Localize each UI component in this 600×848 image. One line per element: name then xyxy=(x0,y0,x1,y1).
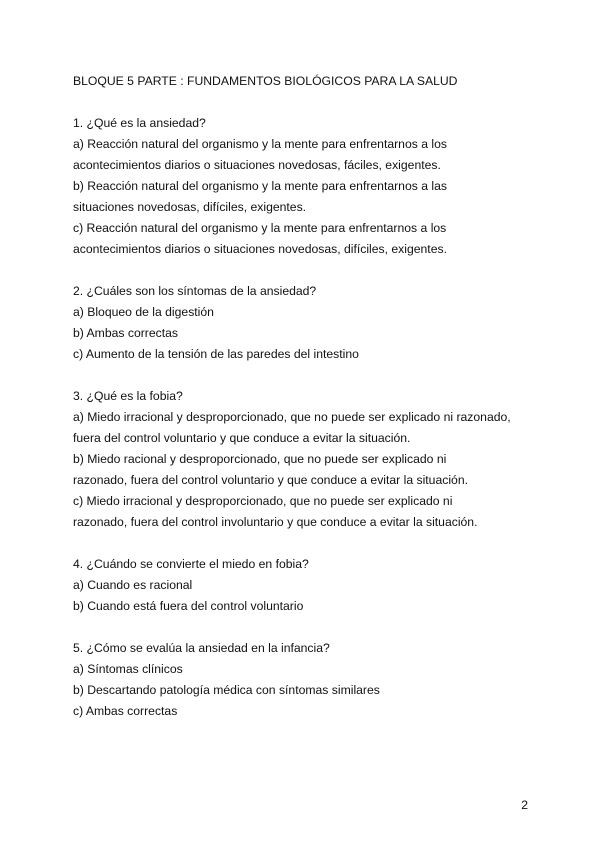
page-number: 2 xyxy=(521,798,528,812)
question-1-option-c-continued: acontecimientos diarios o situaciones novedosas, difíciles, exigentes. xyxy=(73,242,447,256)
question-1-option-b-continued: situaciones novedosas, difíciles, exigentes. xyxy=(73,200,307,214)
question-3-option-b-continued: razonado, fuera del control voluntario y que conduce a evitar la situación. xyxy=(73,473,468,487)
question-3-prompt: 3. ¿Qué es la fobia? xyxy=(73,389,183,403)
question-3 xyxy=(73,386,533,533)
question-3-option-c-continued: razonado, fuera del control involuntario y que conduce a evitar la situación. xyxy=(73,515,478,529)
question-1-option-a: a) Reacción natural del organismo y la mente para enfrentarnos a los xyxy=(73,137,447,151)
question-1-option-c: c) Reacción natural del organismo y la mente para enfrentarnos a los xyxy=(73,221,447,235)
question-3-option-b: b) Miedo racional y desproporcionado, que no puede ser explicado ni xyxy=(73,452,447,466)
question-1 xyxy=(73,113,533,260)
question-3-option-c: c) Miedo irracional y desproporcionado, que no puede ser explicado ni xyxy=(73,494,453,508)
question-5-option-b: b) Descartando patología médica con síntomas similares xyxy=(73,683,380,697)
question-2 xyxy=(73,281,533,365)
question-5-prompt: 5. ¿Cómo se evalúa la ansiedad en la infancia? xyxy=(73,641,330,655)
question-2-prompt: 2. ¿Cuáles son los síntomas de la ansiedad? xyxy=(73,284,317,298)
question-5-option-a: a) Síntomas clínicos xyxy=(73,662,183,676)
question-2-option-c: c) Aumento de la tensión de las paredes del intestino xyxy=(73,347,359,361)
question-4-prompt: 4. ¿Cuándo se convierte el miedo en fobia? xyxy=(73,557,309,571)
question-3-option-a-continued: fuera del control voluntario y que conduce a evitar la situación. xyxy=(73,431,411,445)
question-1-option-b: b) Reacción natural del organismo y la mente para enfrentarnos a las xyxy=(73,179,447,193)
question-2-option-b: b) Ambas correctas xyxy=(73,326,178,340)
question-4 xyxy=(73,554,533,617)
question-4-option-a: a) Cuando es racional xyxy=(73,578,193,592)
question-1-prompt: 1. ¿Qué es la ansiedad? xyxy=(73,116,206,130)
document-title: BLOQUE 5 PARTE : FUNDAMENTOS BIOLÓGICOS PARA LA SALUD xyxy=(73,74,458,88)
question-1-option-a-continued: acontecimientos diarios o situaciones novedosas, fáciles, exigentes. xyxy=(73,158,441,172)
document-content xyxy=(73,71,533,743)
question-5 xyxy=(73,638,533,722)
question-4-option-b: b) Cuando está fuera del control voluntario xyxy=(73,599,304,613)
question-3-option-a: a) Miedo irracional y desproporcionado, que no puede ser explicado ni razonado, xyxy=(73,410,511,424)
question-2-option-a: a) Bloqueo de la digestión xyxy=(73,305,214,319)
question-5-option-c: c) Ambas correctas xyxy=(73,704,178,718)
